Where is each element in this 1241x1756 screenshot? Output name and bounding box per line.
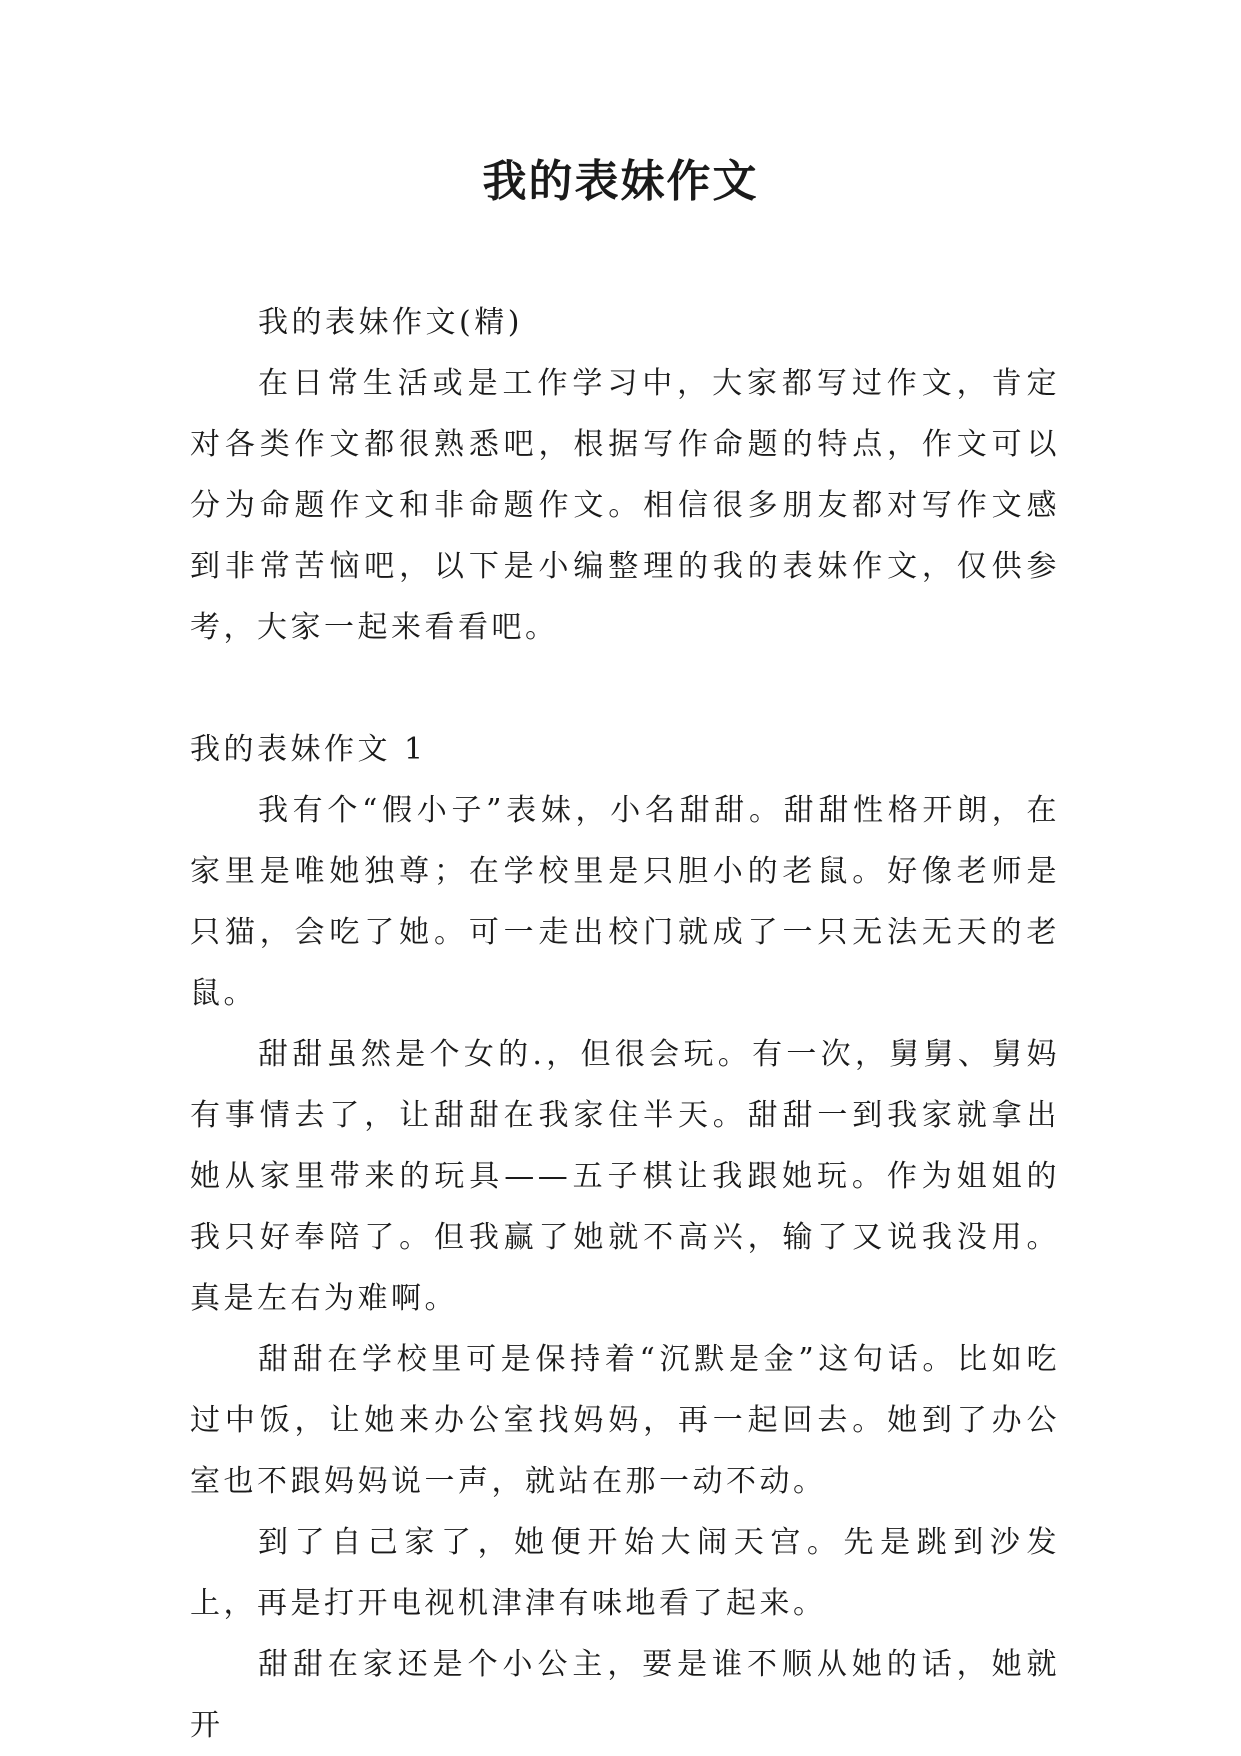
document-body xyxy=(190,292,1060,1756)
paragraph: 我有个“假小子”表妹，小名甜甜。甜甜性格开朗，在家里是唯她独尊；在学校里是只胆小的老鼠。好像老师是只猫，会吃了她。可一走出校门就成了一只无法无天的老鼠。 xyxy=(190,793,1060,1011)
paragraph: 甜甜虽然是个女的.，但很会玩。有一次，舅舅、舅妈有事情去了，让甜甜在我家住半天。甜甜一到我家就拿出她从家里带来的玩具——五子棋让我跟她玩。作为姐姐的我只好奉陪了。但我赢了她就不高兴，输了又说我没用。真是左右为难啊。 xyxy=(190,1037,1060,1316)
paragraph-spacer xyxy=(190,658,1060,719)
paragraph: 甜甜在家还是个小公主，要是谁不顺从她的话，她就开 xyxy=(190,1647,1060,1743)
paragraph-subtitle: 我的表妹作文(精) xyxy=(258,305,523,340)
document-title: 我的表妹作文 xyxy=(482,156,759,207)
paragraph: 到了自己家了，她便开始大闹天宫。先是跳到沙发上，再是打开电视机津津有味地看了起来。 xyxy=(190,1525,1060,1621)
paragraph-intro: 在日常生活或是工作学习中，大家都写过作文，肯定对各类作文都很熟悉吧，根据写作命题的特点，作文可以分为命题作文和非命题作文。相信很多朋友都对写作文感到非常苦恼吧，以下是小编整理的我的表妹作文，仅供参考，大家一起来看看吧。 xyxy=(190,366,1060,645)
section-heading: 我的表妹作文 1 xyxy=(190,732,427,767)
paragraph: 甜甜在学校里可是保持着“沉默是金”这句话。比如吃过中饭，让她来办公室找妈妈，再一起回去。她到了办公室也不跟妈妈说一声，就站在那一动不动。 xyxy=(190,1342,1060,1499)
